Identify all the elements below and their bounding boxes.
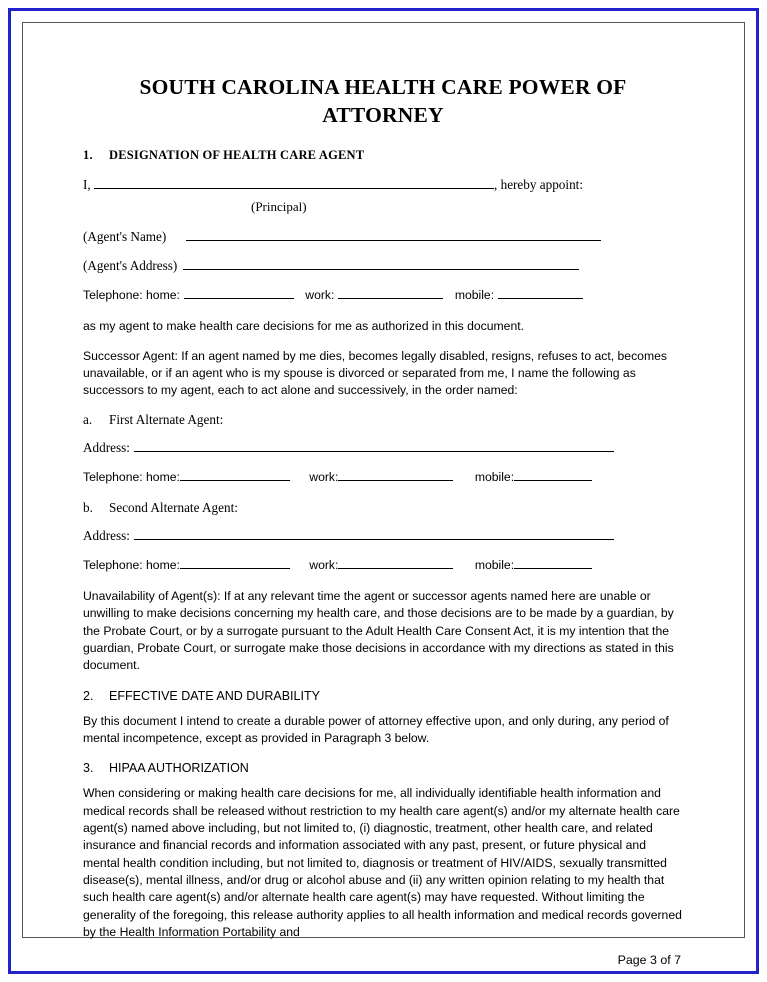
first-alternate-phone-row (83, 468, 683, 486)
section-number-3: 3. (83, 761, 94, 776)
second-alternate-address-label: Address: (83, 527, 130, 543)
second-alternate-address-row (83, 526, 683, 546)
principal-name-line (83, 175, 683, 195)
agent-address-blank[interactable] (183, 257, 579, 270)
second-alternate-heading (83, 500, 683, 516)
section-number-1: 1. (83, 147, 93, 162)
hipaa-paragraph: When considering or making health care decisions for me, all individually identifiable health information and medical records shall be released without restriction to my health care agent(s) and/or my alternate health care agent(s) named above including, but not limited to, (i) diagnostic, treatment, other health care, and related insurance and financial records and information associated with any past, present, or future physical and mental health condition including, but not limited to, diagnosis or treatment of HIV/AIDS, sexually transmitted disease(s), mental illness, and/or drug or alcohol abuse and (ii) any written opinion relating to my health that such health care agent(s) and/or alternate health care agent(s) may have requested. Without limiting the generality of the foregoing, this release authority applies to all health information and medical records governed by the Health Information Portability and (83, 786, 682, 939)
first-alternate-label: First Alternate Agent: (109, 411, 224, 427)
agent-phone-row (83, 286, 683, 304)
section-number-2: 2. (83, 688, 94, 703)
second-alternate-home-label: Telephone: home: (83, 557, 180, 572)
agent-work-phone-label: work: (305, 288, 335, 303)
second-alternate-label: Second Alternate Agent: (109, 499, 238, 515)
agent-home-phone-blank[interactable] (184, 286, 294, 299)
agent-authorization-paragraph: as my agent to make health care decisions for me as authorized in this document. (83, 319, 525, 334)
section-heading-2 (83, 689, 683, 703)
second-alternate-work-blank[interactable] (338, 556, 453, 569)
document-sheet (22, 22, 745, 968)
successor-agent-paragraph: Successor Agent: If an agent named by me dies, becomes legally disabled, resigns, refuses to act, becomes unavailable, or if an agent who is my spouse is divorced or separated from me, I name the following as successors to my agent, each to act alone and successively, in the order named: (83, 348, 667, 398)
first-alternate-heading (83, 412, 683, 428)
section-title-2: EFFECTIVE DATE AND DURABILITY (109, 688, 320, 703)
first-alternate-letter: a. (83, 411, 93, 427)
document-body (83, 73, 683, 967)
principal-suffix: , hereby appoint: (494, 176, 583, 192)
agent-work-phone-blank[interactable] (338, 286, 443, 299)
first-alternate-home-label: Telephone: home: (83, 469, 180, 484)
section-heading-1 (83, 148, 683, 163)
first-alternate-home-blank[interactable] (180, 468, 290, 481)
second-alternate-phone-row (83, 556, 683, 574)
section-heading-3 (83, 761, 683, 775)
section-title-1: DESIGNATION OF HEALTH CARE AGENT (109, 147, 365, 162)
first-alternate-mobile-label: mobile: (474, 469, 515, 484)
second-alternate-address-blank[interactable] (134, 527, 614, 540)
first-alternate-address-label: Address: (83, 439, 130, 455)
first-alternate-mobile-blank[interactable] (514, 468, 592, 481)
effective-date-paragraph: By this document I intend to create a durable power of attorney effective upon, and only during, any period of mental incompetence, except as provided in Paragraph 3 below. (83, 713, 669, 745)
second-alternate-work-label: work: (309, 557, 339, 572)
section-title-3: HIPAA AUTHORIZATION (109, 761, 249, 776)
second-alternate-home-blank[interactable] (180, 556, 290, 569)
agent-mobile-phone-blank[interactable] (498, 286, 583, 299)
principal-name-blank[interactable] (94, 176, 494, 189)
second-alternate-letter: b. (83, 499, 93, 515)
second-alternate-mobile-label: mobile: (474, 557, 515, 572)
first-alternate-address-blank[interactable] (134, 439, 614, 452)
principal-caption: (Principal) (251, 198, 307, 214)
page-title: SOUTH CAROLINA HEALTH CARE POWER OF ATTORNEY (139, 75, 627, 128)
agent-address-label: (Agent's Address) (83, 258, 178, 274)
agent-name-label: (Agent's Name) (83, 228, 167, 244)
agent-home-phone-label: Telephone: home: (83, 288, 180, 303)
agent-mobile-phone-label: mobile: (454, 288, 495, 303)
agent-name-row (83, 227, 683, 247)
first-alternate-work-label: work: (309, 469, 339, 484)
principal-prefix: I, (83, 176, 94, 192)
second-alternate-mobile-blank[interactable] (514, 556, 592, 569)
page-footer: Page 3 of 7 (617, 953, 681, 968)
first-alternate-work-blank[interactable] (338, 468, 453, 481)
unavailability-paragraph: Unavailability of Agent(s): If at any relevant time the agent or successor agents named here are unable or unwilling to make decisions concerning my health care, and those decisions are to be made by a guardian, by the Probate Court, or by a surrogate pursuant to the Adult Health Care Consent Act, it is my intention that the guardian, Probate Court, or surrogate make those decisions in accordance with my directions as stated in this document. (83, 588, 674, 673)
first-alternate-address-row (83, 438, 683, 458)
agent-address-row (83, 256, 683, 276)
agent-name-blank[interactable] (186, 228, 601, 241)
